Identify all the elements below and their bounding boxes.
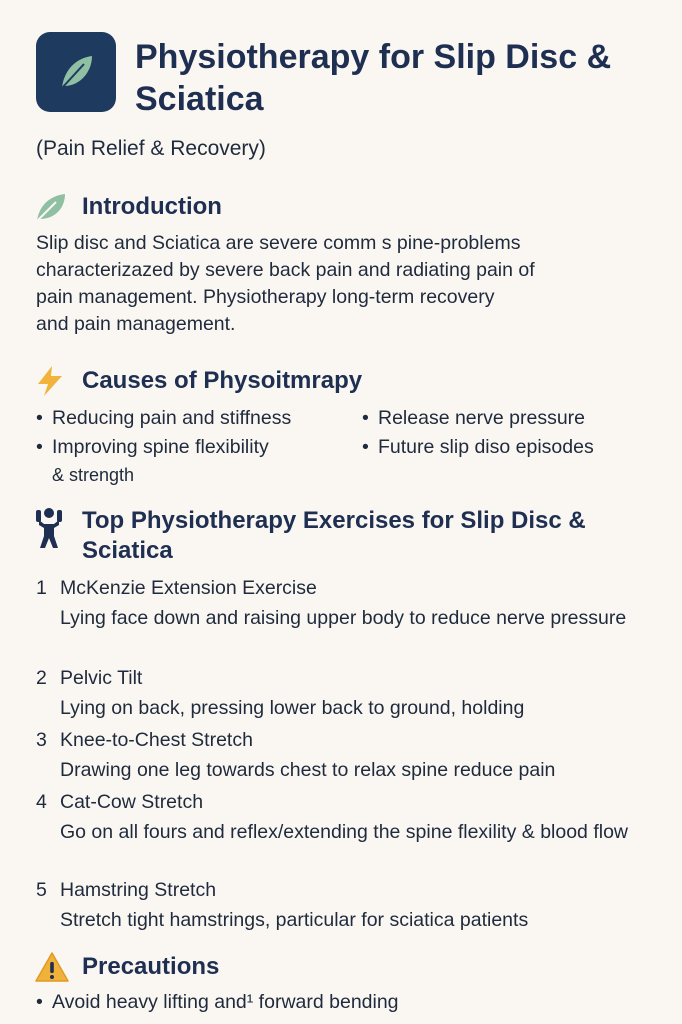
precautions-heading [34,950,219,984]
warning-icon [34,950,70,984]
causes-heading [34,364,362,398]
list-item: • Future slip diso episodes [362,436,594,458]
item-number: 5 [36,879,47,901]
leaf-icon [54,50,98,94]
exercises-heading [34,506,622,568]
intro-line: Slip disc and Sciatica are severe comm s pine-problems [36,232,521,254]
page-header [36,32,666,124]
page-title: Physiotherapy for Slip Disc & Sciatica [135,38,612,118]
intro-line: pain management. Physiotherapy long-term recovery [36,286,495,308]
introduction-title: Introduction [82,193,222,220]
exercise-description: Go on all fours and reflex/extending the spine flexility & blood flow [60,821,628,843]
exercise-description: Stretch tight hamstrings, particular for sciatica patients [60,909,529,931]
exercise-description: Lying face down and raising upper body to reduce nerve pressure [60,607,627,629]
item-number: 4 [36,791,47,813]
exercise-description: Drawing one leg towards chest to relax spine reduce pain [60,759,556,781]
item-number: 2 [36,667,47,689]
leaf-icon [34,190,70,224]
list-item: & strength [52,465,135,485]
exercise-name: Pelvic Tilt [60,667,143,689]
exercise-name: McKenzie Extension Exercise [60,577,317,599]
exercise-name: Knee-to-Chest Stretch [60,729,253,751]
introduction-text [36,230,656,338]
list-item: • Release nerve pressure [362,407,586,429]
list-item: • Avoid heavy lifting and¹ forward bending [36,991,399,1013]
item-number: 1 [36,577,47,599]
exercise-name: Cat-Cow Stretch [60,791,204,813]
introduction-heading [34,190,222,224]
causes-title: Causes of Physoitmrapy [82,367,363,394]
person-exercise-icon [34,506,70,550]
exercises-title: Top Physiotherapy Exercises for Slip Disc & Sciatica [82,507,586,564]
list-item: • Improving spine flexibility [36,436,269,458]
intro-line: characterizazed by severe back pain and radiating pain of [36,259,535,281]
list-item: • Reducing pain and stiffness [36,407,292,429]
lightning-icon [34,364,70,398]
item-number: 3 [36,729,47,751]
app-logo [36,32,116,112]
intro-line: and pain management. [36,313,236,335]
precautions-title: Precautions [82,953,220,980]
exercise-name: Hamstring Stretch [60,879,217,901]
page-subtitle: (Pain Relief & Recovery) [36,137,266,160]
exercise-description: Lying on back, pressing lower back to ground, holding [60,697,525,719]
